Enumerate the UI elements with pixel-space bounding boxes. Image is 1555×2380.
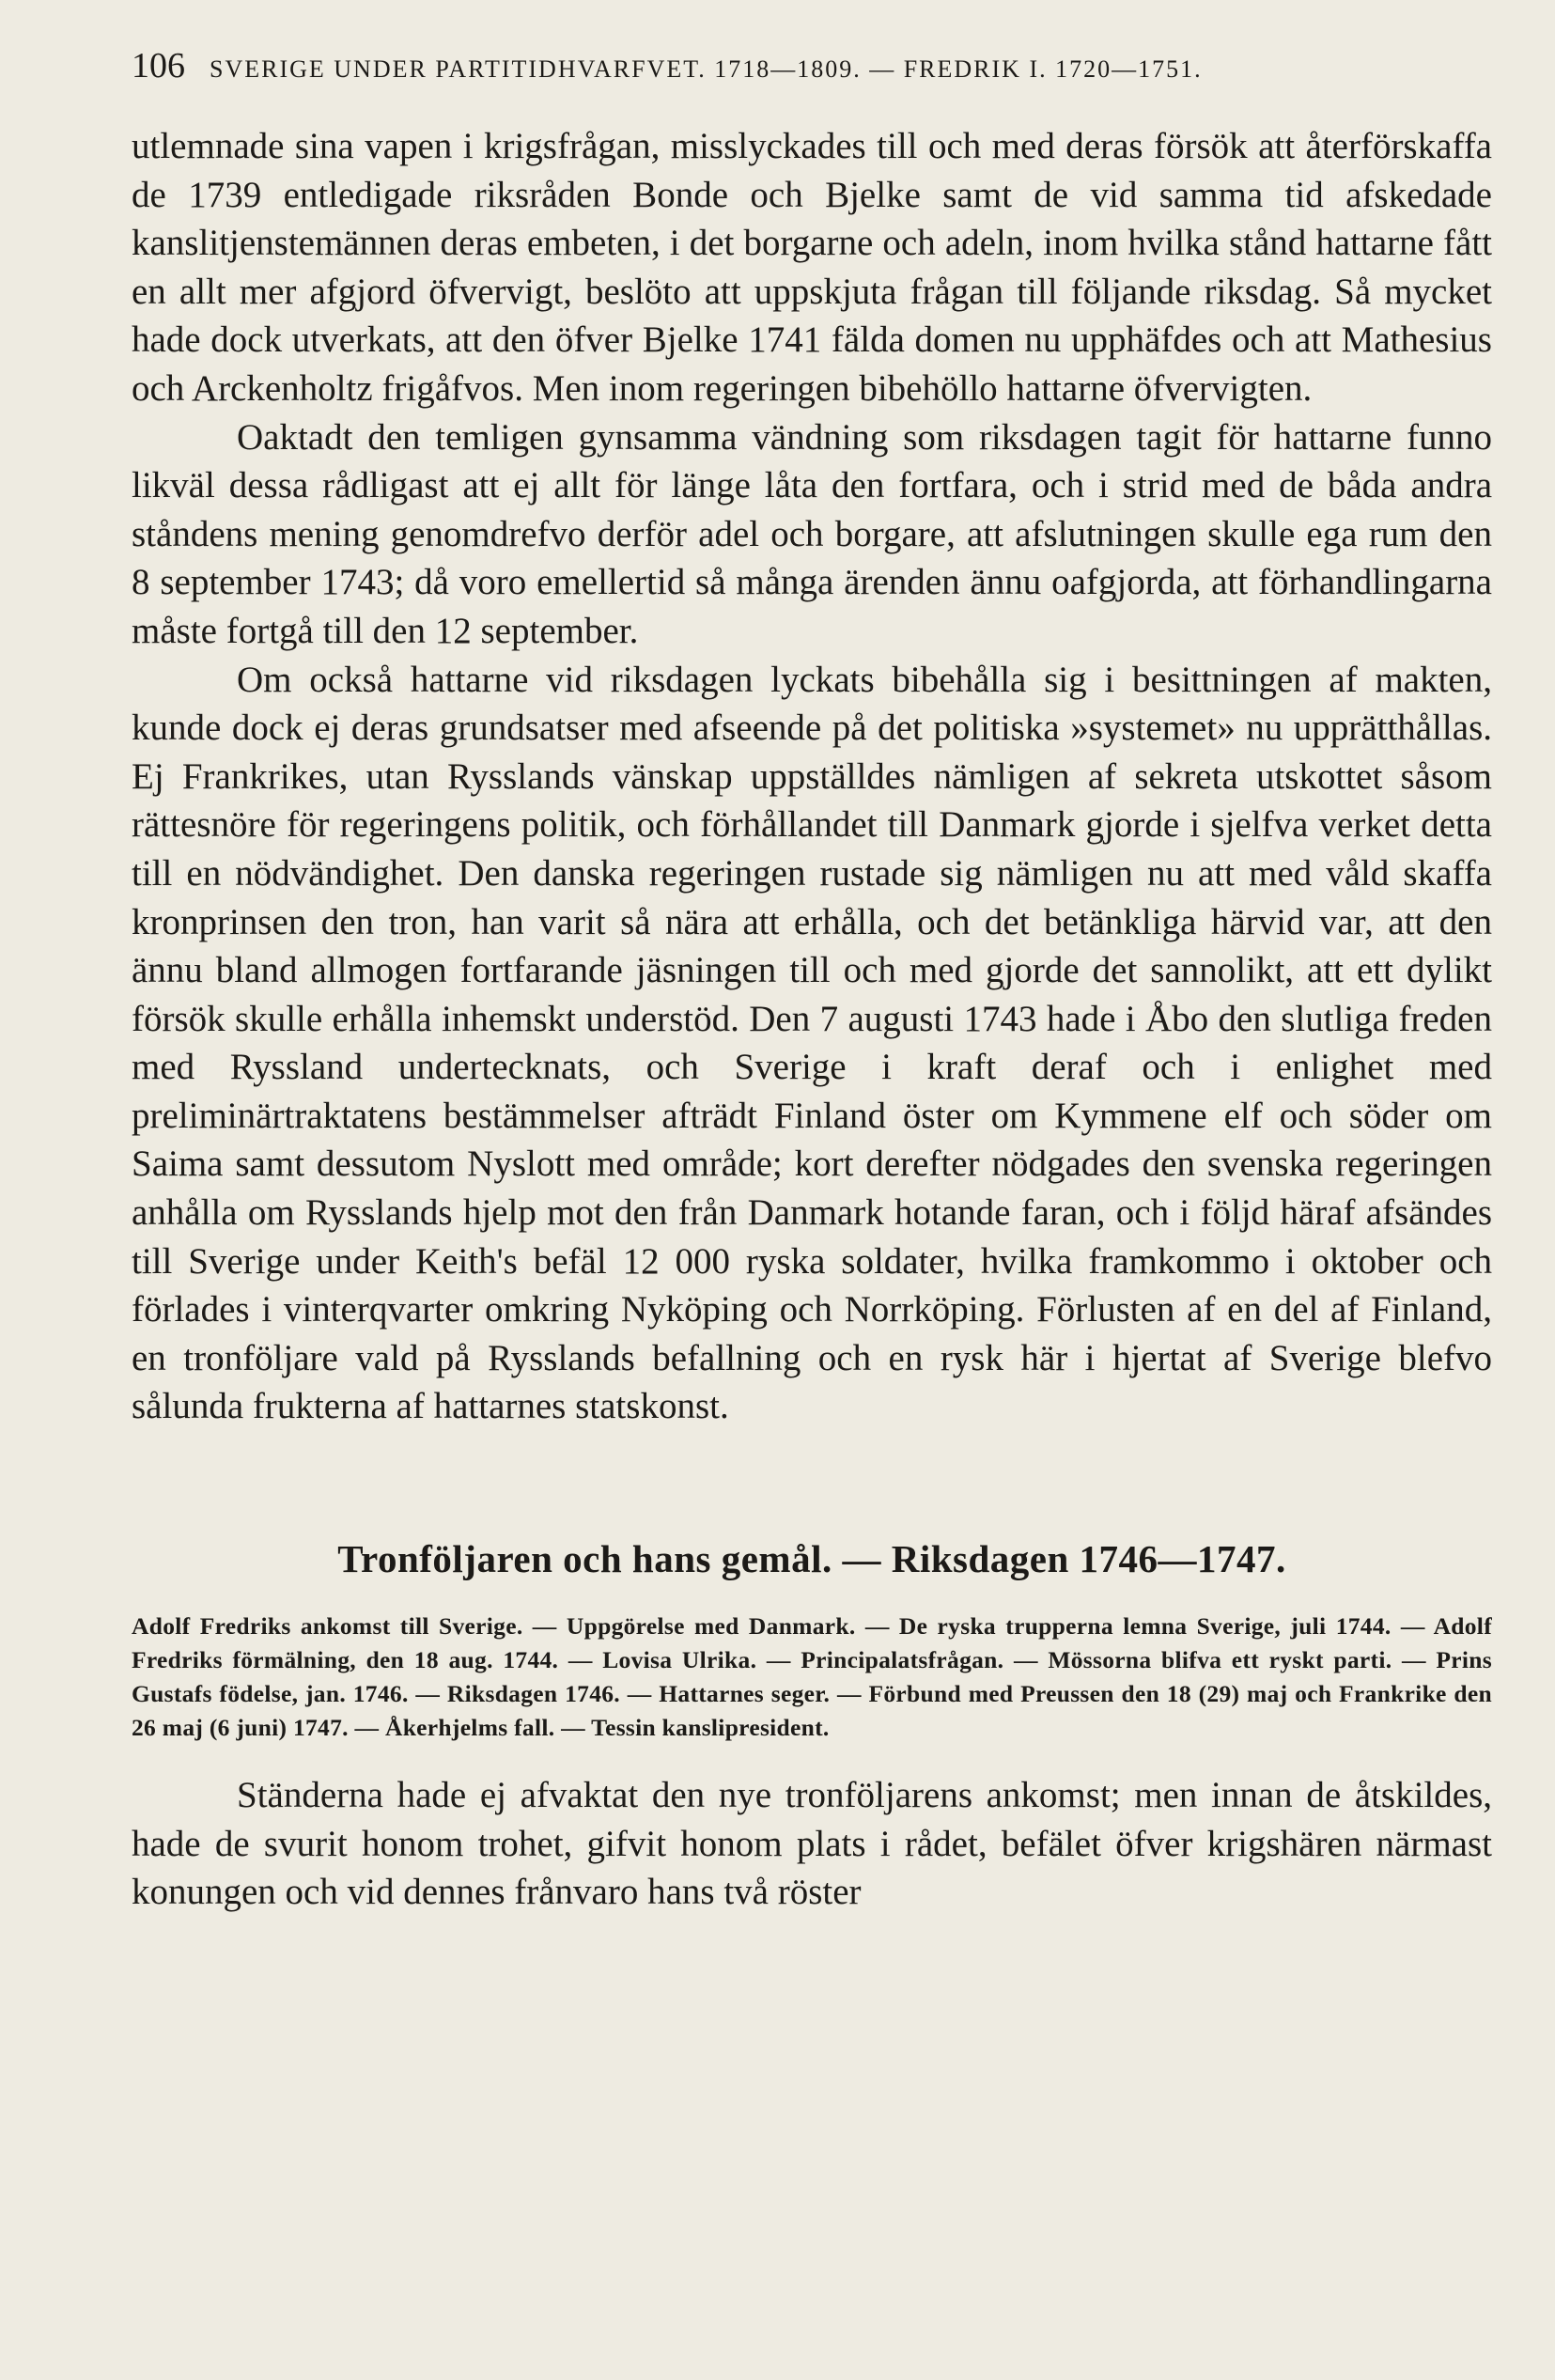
- book-page: [132, 45, 1492, 1917]
- section-summary: Adolf Fredriks ankomst till Sverige. — Uppgörelse med Danmark. — De ryska trupperna lemna Sverige, juli 1744. — Adolf Fredriks förmälning, den 18 aug. 1744. — Lovisa Ulrika. — Principalatsfrågan. — Mössorna blifva ett ryskt parti. — Prins Gustafs födelse, jan. 1746. — Riksdagen 1746. — Hattarnes seger. — Förbund med Preussen den 18 (29) maj och Frankrike den 26 maj (6 juni) 1747. — Åkerhjelms fall. — Tessin kanslipresident.: [132, 1612, 1492, 1742]
- section-heading: Tronföljaren och hans gemål. — Riksdagen 1746—1747.: [337, 1537, 1286, 1581]
- section-gap: [132, 1431, 1492, 1536]
- section-paragraph-1: Ständerna hade ej afvaktat den nye tronföljarens ankomst; men innan de åtskildes, hade de svurit honom trohet, gifvit honom plats i rådet, befälet öfver krigshären närmast konungen och vid dennes frånvaro hans två röster: [132, 1775, 1492, 1913]
- running-title: SVERIGE UNDER PARTITIDHVARFVET. 1718—1809. — FREDRIK I. 1720—1751.: [210, 55, 1203, 83]
- body-paragraph-2: Oaktadt den temligen gynsamma vändning som riksdagen tagit för hattarne funno likväl dessa rådligast att ej allt för länge låta den fortfara, och i strid med de båda andra ståndens mening genomdrefvo derför adel och borgare, att afslutningen skulle ega rum den 8 september 1743; då voro emellertid så många ärenden ännu oafgjorda, att förhandlingarna måste fortgå till den 12 september.: [132, 416, 1492, 651]
- page-number: 106: [132, 46, 185, 86]
- body-paragraph-3: Om också hattarne vid riksdagen lyckats bibehålla sig i besittningen af makten, kunde dock ej deras grundsatser med afseende på det politiska »systemet» nu upprätthållas. Ej Frankrikes, utan Rysslands vänskap uppställdes nämligen af sekreta utskottet såsom rättesnöre för regeringens politik, och förhållandet till Danmark gjorde i sjelfva verket detta till en nödvändighet. Den danska regeringen rustade sig nämligen nu att med våld skaffa kronprinsen den tron, han varit så nära att erhålla, och det betänkliga härvid var, att den ännu bland allmogen fortfarande jäsningen till och med gjorde det sannolikt, att ett dylikt försök skulle erhålla inhemskt understöd. Den 7 augusti 1743 hade i Åbo den slutliga freden med Ryssland undertecknats, och Sverige i kraft deraf och i enlighet med preliminärtraktatens bestämmelser afträdt Finland öster om Kymmene elf och söder om Saima samt dessutom Nyslott med område; kort derefter nödgades den svenska regeringen anhålla om Rysslands hjelp mot den från Danmark hotande faran, och i följd häraf afsändes till Sverige under Keith's befäl 12 000 ryska soldater, hvilka framkommo i oktober och förlades i vinterqvarter omkring Nyköping och Norrköping. Förlusten af en del af Finland, en tronföljare vald på Rysslands befallning och en rysk här i hjertat af Sverige blefvo sålunda frukterna af hattarnes statskonst.: [132, 659, 1492, 1427]
- body-paragraph-1: utlemnade sina vapen i krigsfrågan, misslyckades till och med deras försök att återförskaffa de 1739 entledigade riksråden Bonde och Bjelke samt de vid samma tid afskedade kanslitjenstemännen deras embeten, i det borgarne och adeln, inom hvilka stånd hattarne fått en allt mer afgjord öfvervigt, beslöto att uppskjuta frågan till följande riksdag. Så mycket hade dock utverkats, att den öfver Bjelke 1741 fälda domen nu upphäfdes och att Mathesius och Arckenholtz frigåfvos. Men inom regeringen bibehöllo hattarne öfvervigten.: [132, 126, 1492, 409]
- running-head: [132, 45, 1492, 86]
